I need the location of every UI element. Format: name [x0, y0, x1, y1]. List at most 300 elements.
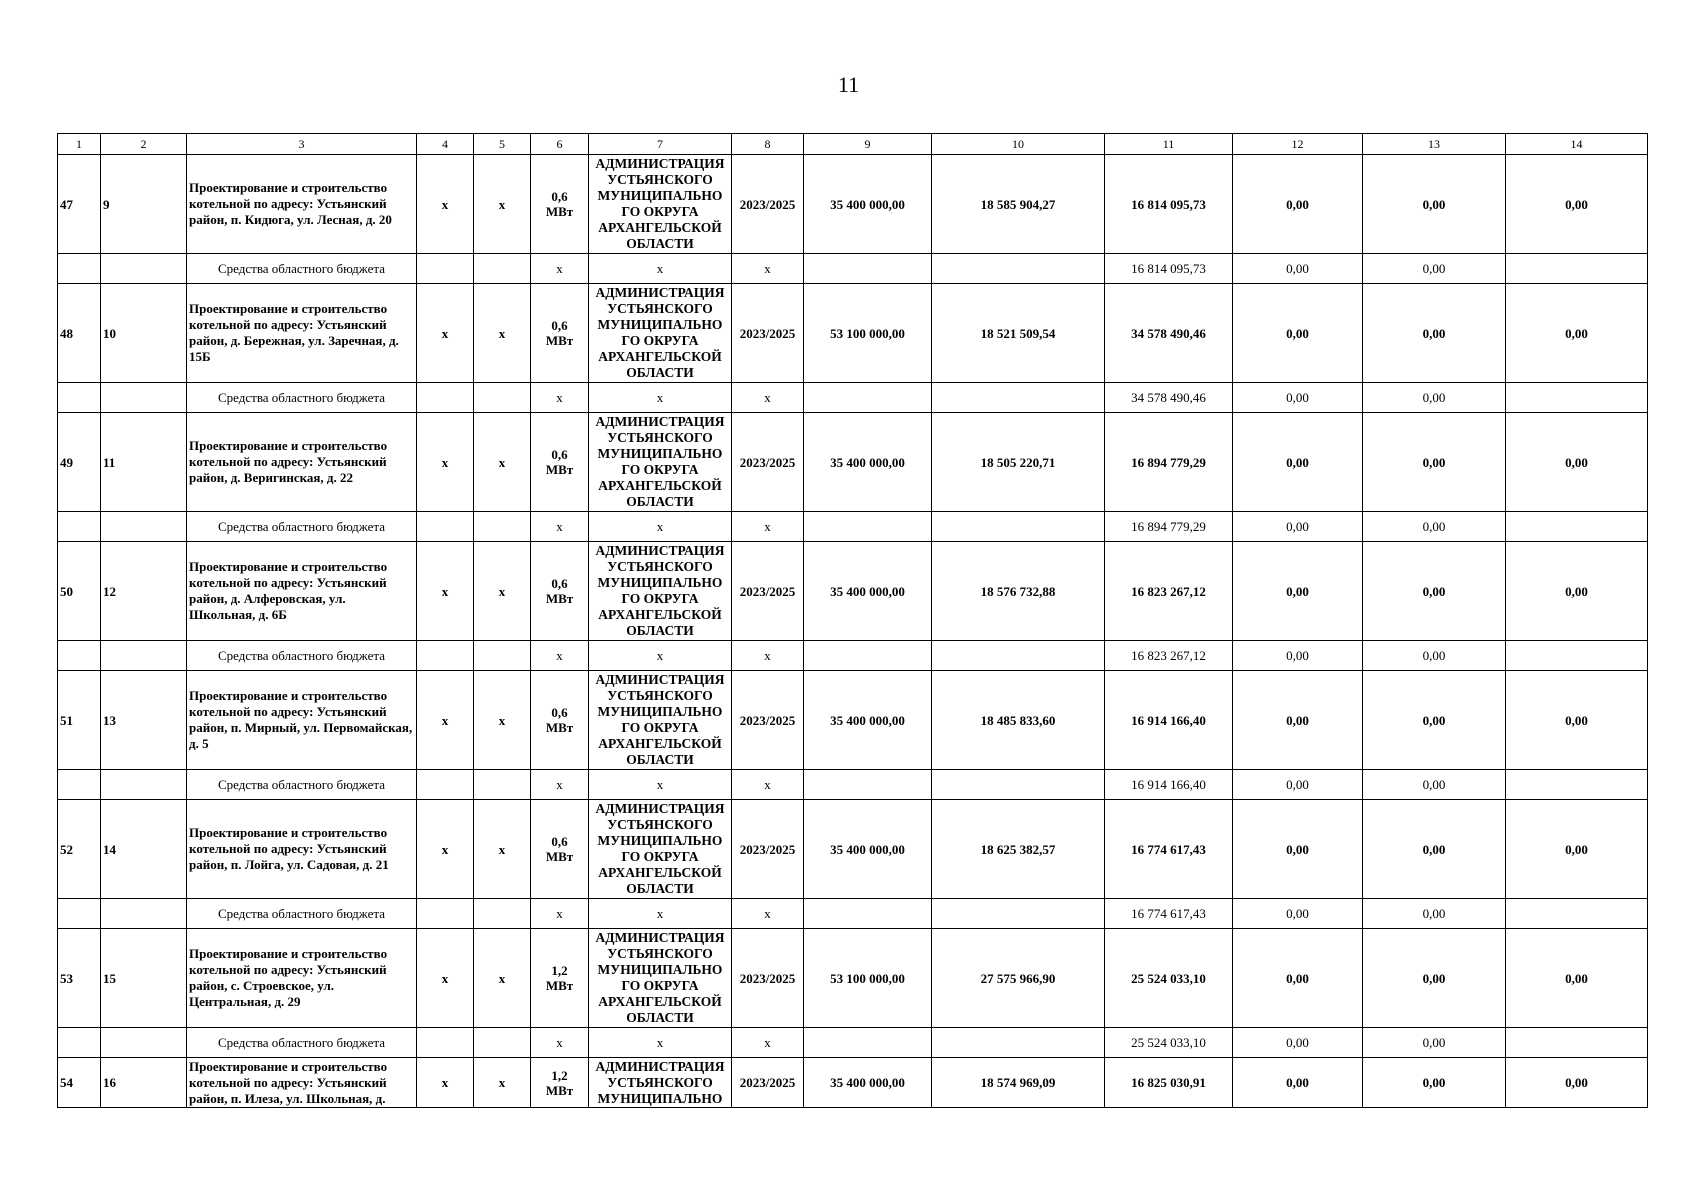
power-capacity-line: 0,6 — [551, 189, 568, 204]
project-description: Проектирование и строительство котельной по адресу: Устьянский район, д. Бережная, ул. Заречная, д. 15Б — [187, 284, 417, 383]
power-capacity — [531, 284, 589, 383]
project-row — [58, 1058, 1648, 1108]
responsible-organization — [589, 800, 732, 899]
row-number: 52 — [58, 800, 101, 899]
empty-cell — [101, 1028, 187, 1058]
col5-mark: x — [474, 284, 531, 383]
col14-amount: 0,00 — [1506, 155, 1648, 254]
total-cost: 35 400 000,00 — [804, 155, 932, 254]
empty-cell — [58, 512, 101, 542]
col4-mark: x — [417, 1058, 474, 1108]
responsible-organization-line: ГО ОКРУГА — [621, 333, 699, 348]
responsible-organization-line: МУНИЦИПАЛЬНО — [597, 833, 723, 848]
col6-mark: x — [531, 1028, 589, 1058]
funding-source-label: Средства областного бюджета — [187, 899, 417, 929]
period: 2023/2025 — [732, 929, 804, 1028]
column-number-row — [58, 134, 1648, 155]
empty-cell — [417, 899, 474, 929]
column-number-6: 6 — [531, 134, 589, 155]
column-number-10: 10 — [932, 134, 1105, 155]
column-number-11: 11 — [1105, 134, 1233, 155]
column-number-9: 9 — [804, 134, 932, 155]
power-capacity-line: МВт — [545, 720, 574, 735]
responsible-organization — [589, 155, 732, 254]
col10-amount: 18 505 220,71 — [932, 413, 1105, 512]
empty-cell — [58, 641, 101, 671]
responsible-organization-line: АДМИНИСТРАЦИЯ — [595, 672, 725, 687]
col6-mark: x — [531, 770, 589, 800]
empty-cell — [58, 899, 101, 929]
power-capacity — [531, 542, 589, 641]
empty-cell — [417, 383, 474, 413]
page-number: 11 — [837, 72, 860, 97]
col12-amount: 0,00 — [1233, 542, 1363, 641]
responsible-organization-line: ОБЛАСТИ — [626, 236, 694, 251]
responsible-organization-line: АРХАНГЕЛЬСКОЙ — [598, 736, 722, 751]
responsible-organization-line: МУНИЦИПАЛЬНО — [597, 575, 723, 590]
empty-cell — [58, 383, 101, 413]
col12-amount: 0,00 — [1233, 284, 1363, 383]
empty-cell — [804, 512, 932, 542]
col12-amount: 0,00 — [1233, 671, 1363, 770]
sub-col11-amount: 25 524 033,10 — [1105, 1028, 1233, 1058]
project-description: Проектирование и строительство котельной по адресу: Устьянский район, п. Лойга, ул. Садовая, д. 21 — [187, 800, 417, 899]
item-number: 16 — [101, 1058, 187, 1108]
empty-cell — [101, 899, 187, 929]
column-number-12: 12 — [1233, 134, 1363, 155]
empty-cell — [804, 383, 932, 413]
empty-cell — [474, 641, 531, 671]
empty-cell — [804, 641, 932, 671]
power-capacity — [531, 413, 589, 512]
col4-mark: x — [417, 413, 474, 512]
funding-source-row — [58, 641, 1648, 671]
empty-cell — [417, 770, 474, 800]
project-description: Проектирование и строительство котельной по адресу: Устьянский район, п. Илеза, ул. Школьная, д. — [187, 1058, 417, 1108]
col13-amount: 0,00 — [1363, 671, 1506, 770]
item-number: 11 — [101, 413, 187, 512]
row-number: 48 — [58, 284, 101, 383]
row-number: 49 — [58, 413, 101, 512]
sub-col12-amount: 0,00 — [1233, 512, 1363, 542]
col10-amount: 18 585 904,27 — [932, 155, 1105, 254]
total-cost: 35 400 000,00 — [804, 800, 932, 899]
empty-cell — [101, 770, 187, 800]
funding-source-row — [58, 899, 1648, 929]
empty-cell — [417, 1028, 474, 1058]
col13-amount: 0,00 — [1363, 413, 1506, 512]
col13-amount: 0,00 — [1363, 929, 1506, 1028]
col4-mark: x — [417, 542, 474, 641]
col8-mark: x — [732, 770, 804, 800]
power-capacity-line: МВт — [545, 333, 574, 348]
col10-amount: 18 576 732,88 — [932, 542, 1105, 641]
project-description: Проектирование и строительство котельной по адресу: Устьянский район, д. Веригинская, д. 22 — [187, 413, 417, 512]
responsible-organization — [589, 671, 732, 770]
empty-cell — [101, 512, 187, 542]
project-description: Проектирование и строительство котельной по адресу: Устьянский район, п. Кидюга, ул. Лесная, д. 20 — [187, 155, 417, 254]
period: 2023/2025 — [732, 155, 804, 254]
col7-mark: x — [589, 770, 732, 800]
responsible-organization-line: МУНИЦИПАЛЬНО — [597, 446, 723, 461]
empty-cell — [1506, 512, 1648, 542]
period: 2023/2025 — [732, 800, 804, 899]
power-capacity-line: 0,6 — [551, 705, 568, 720]
col7-mark: x — [589, 383, 732, 413]
col10-amount: 27 575 966,90 — [932, 929, 1105, 1028]
project-row — [58, 284, 1648, 383]
funding-source-label: Средства областного бюджета — [187, 1028, 417, 1058]
total-cost: 53 100 000,00 — [804, 929, 932, 1028]
responsible-organization-line: УСТЬЯНСКОГО — [607, 172, 713, 187]
sub-col13-amount: 0,00 — [1363, 254, 1506, 284]
responsible-organization-line: ОБЛАСТИ — [626, 494, 694, 509]
responsible-organization-line: ОБЛАСТИ — [626, 365, 694, 380]
column-number-4: 4 — [417, 134, 474, 155]
total-cost: 35 400 000,00 — [804, 671, 932, 770]
responsible-organization-line: ОБЛАСТИ — [626, 752, 694, 767]
empty-cell — [1506, 383, 1648, 413]
sub-col11-amount: 34 578 490,46 — [1105, 383, 1233, 413]
row-number: 51 — [58, 671, 101, 770]
empty-cell — [474, 1028, 531, 1058]
responsible-organization-line: АДМИНИСТРАЦИЯ — [595, 1059, 725, 1074]
item-number: 12 — [101, 542, 187, 641]
col12-amount: 0,00 — [1233, 155, 1363, 254]
sub-col13-amount: 0,00 — [1363, 770, 1506, 800]
row-number: 53 — [58, 929, 101, 1028]
empty-cell — [932, 770, 1105, 800]
col5-mark: x — [474, 155, 531, 254]
sub-col11-amount: 16 774 617,43 — [1105, 899, 1233, 929]
col11-amount: 16 774 617,43 — [1105, 800, 1233, 899]
col11-amount: 16 823 267,12 — [1105, 542, 1233, 641]
col7-mark: x — [589, 1028, 732, 1058]
col4-mark: x — [417, 284, 474, 383]
sub-col13-amount: 0,00 — [1363, 383, 1506, 413]
funding-source-label: Средства областного бюджета — [187, 383, 417, 413]
col10-amount: 18 574 969,09 — [932, 1058, 1105, 1108]
col12-amount: 0,00 — [1233, 1058, 1363, 1108]
col11-amount: 16 825 030,91 — [1105, 1058, 1233, 1108]
col8-mark: x — [732, 512, 804, 542]
sub-col12-amount: 0,00 — [1233, 254, 1363, 284]
power-capacity-line: МВт — [545, 204, 574, 219]
responsible-organization-line: АРХАНГЕЛЬСКОЙ — [598, 865, 722, 880]
responsible-organization-line: ГО ОКРУГА — [621, 978, 699, 993]
item-number: 13 — [101, 671, 187, 770]
power-capacity-line: 0,6 — [551, 318, 568, 333]
col6-mark: x — [531, 383, 589, 413]
row-number: 50 — [58, 542, 101, 641]
power-capacity-line: 0,6 — [551, 447, 568, 462]
col8-mark: x — [732, 899, 804, 929]
empty-cell — [417, 641, 474, 671]
period: 2023/2025 — [732, 1058, 804, 1108]
empty-cell — [932, 254, 1105, 284]
empty-cell — [1506, 641, 1648, 671]
funding-source-row — [58, 383, 1648, 413]
empty-cell — [474, 512, 531, 542]
column-number-13: 13 — [1363, 134, 1506, 155]
col13-amount: 0,00 — [1363, 155, 1506, 254]
col8-mark: x — [732, 1028, 804, 1058]
sub-col11-amount: 16 814 095,73 — [1105, 254, 1233, 284]
col8-mark: x — [732, 254, 804, 284]
col14-amount: 0,00 — [1506, 671, 1648, 770]
project-row — [58, 413, 1648, 512]
responsible-organization-line: АРХАНГЕЛЬСКОЙ — [598, 478, 722, 493]
responsible-organization-line: АРХАНГЕЛЬСКОЙ — [598, 349, 722, 364]
responsible-organization-line: УСТЬЯНСКОГО — [607, 817, 713, 832]
col5-mark: x — [474, 542, 531, 641]
empty-cell — [58, 254, 101, 284]
project-description: Проектирование и строительство котельной по адресу: Устьянский район, п. Мирный, ул. Первомайская, д. 5 — [187, 671, 417, 770]
sub-col13-amount: 0,00 — [1363, 641, 1506, 671]
col6-mark: x — [531, 641, 589, 671]
empty-cell — [474, 899, 531, 929]
responsible-organization — [589, 929, 732, 1028]
sub-col11-amount: 16 823 267,12 — [1105, 641, 1233, 671]
power-capacity-line: МВт — [545, 462, 574, 477]
col6-mark: x — [531, 899, 589, 929]
responsible-organization — [589, 413, 732, 512]
responsible-organization-line: УСТЬЯНСКОГО — [607, 430, 713, 445]
empty-cell — [804, 770, 932, 800]
col5-mark: x — [474, 929, 531, 1028]
responsible-organization-line: УСТЬЯНСКОГО — [607, 1075, 713, 1090]
power-capacity — [531, 800, 589, 899]
responsible-organization-line: АРХАНГЕЛЬСКОЙ — [598, 994, 722, 1009]
col5-mark: x — [474, 800, 531, 899]
empty-cell — [1506, 899, 1648, 929]
project-row — [58, 542, 1648, 641]
empty-cell — [474, 383, 531, 413]
funding-source-label: Средства областного бюджета — [187, 641, 417, 671]
responsible-organization-line: АДМИНИСТРАЦИЯ — [595, 801, 725, 816]
responsible-organization-line: ГО ОКРУГА — [621, 720, 699, 735]
responsible-organization-line: АДМИНИСТРАЦИЯ — [595, 930, 725, 945]
power-capacity — [531, 1058, 589, 1108]
col10-amount: 18 625 382,57 — [932, 800, 1105, 899]
column-number-3: 3 — [187, 134, 417, 155]
empty-cell — [804, 254, 932, 284]
empty-cell — [932, 383, 1105, 413]
responsible-organization-line: УСТЬЯНСКОГО — [607, 559, 713, 574]
col6-mark: x — [531, 254, 589, 284]
responsible-organization-line: МУНИЦИПАЛЬНО — [597, 188, 723, 203]
sub-col13-amount: 0,00 — [1363, 899, 1506, 929]
empty-cell — [58, 1028, 101, 1058]
responsible-organization-line: УСТЬЯНСКОГО — [607, 946, 713, 961]
empty-cell — [932, 641, 1105, 671]
row-number: 54 — [58, 1058, 101, 1108]
responsible-organization — [589, 284, 732, 383]
responsible-organization-line: АРХАНГЕЛЬСКОЙ — [598, 220, 722, 235]
col4-mark: x — [417, 671, 474, 770]
total-cost: 53 100 000,00 — [804, 284, 932, 383]
sub-col11-amount: 16 894 779,29 — [1105, 512, 1233, 542]
empty-cell — [1506, 1028, 1648, 1058]
sub-col11-amount: 16 914 166,40 — [1105, 770, 1233, 800]
total-cost: 35 400 000,00 — [804, 413, 932, 512]
project-row — [58, 155, 1648, 254]
empty-cell — [417, 254, 474, 284]
power-capacity — [531, 671, 589, 770]
col14-amount: 0,00 — [1506, 800, 1648, 899]
period: 2023/2025 — [732, 413, 804, 512]
col12-amount: 0,00 — [1233, 800, 1363, 899]
sub-col12-amount: 0,00 — [1233, 383, 1363, 413]
period: 2023/2025 — [732, 542, 804, 641]
col4-mark: x — [417, 800, 474, 899]
col7-mark: x — [589, 512, 732, 542]
col14-amount: 0,00 — [1506, 542, 1648, 641]
column-number-7: 7 — [589, 134, 732, 155]
empty-cell — [101, 383, 187, 413]
col11-amount: 16 894 779,29 — [1105, 413, 1233, 512]
col13-amount: 0,00 — [1363, 284, 1506, 383]
project-description: Проектирование и строительство котельной по адресу: Устьянский район, д. Алферовская, ул. Школьная, д. 6Б — [187, 542, 417, 641]
item-number: 14 — [101, 800, 187, 899]
power-capacity — [531, 929, 589, 1028]
empty-cell — [474, 770, 531, 800]
power-capacity-line: МВт — [545, 978, 574, 993]
col13-amount: 0,00 — [1363, 542, 1506, 641]
column-number-2: 2 — [101, 134, 187, 155]
sub-col13-amount: 0,00 — [1363, 1028, 1506, 1058]
empty-cell — [1506, 770, 1648, 800]
period: 2023/2025 — [732, 671, 804, 770]
item-number: 10 — [101, 284, 187, 383]
col11-amount: 16 914 166,40 — [1105, 671, 1233, 770]
column-number-1: 1 — [58, 134, 101, 155]
responsible-organization-line: АДМИНИСТРАЦИЯ — [595, 543, 725, 558]
col5-mark: x — [474, 413, 531, 512]
power-capacity-line: 1,2 — [551, 1067, 568, 1083]
total-cost: 35 400 000,00 — [804, 1058, 932, 1108]
power-capacity-line: 0,6 — [551, 834, 568, 849]
col7-mark: x — [589, 254, 732, 284]
col14-amount: 0,00 — [1506, 929, 1648, 1028]
empty-cell — [58, 770, 101, 800]
col11-amount: 25 524 033,10 — [1105, 929, 1233, 1028]
col10-amount: 18 485 833,60 — [932, 671, 1105, 770]
empty-cell — [101, 254, 187, 284]
funding-source-label: Средства областного бюджета — [187, 254, 417, 284]
col6-mark: x — [531, 512, 589, 542]
sub-col12-amount: 0,00 — [1233, 641, 1363, 671]
sub-col12-amount: 0,00 — [1233, 770, 1363, 800]
sub-col12-amount: 0,00 — [1233, 1028, 1363, 1058]
col7-mark: x — [589, 641, 732, 671]
sub-col12-amount: 0,00 — [1233, 899, 1363, 929]
responsible-organization-line: ГО ОКРУГА — [621, 204, 699, 219]
power-capacity-line: МВт — [545, 591, 574, 606]
empty-cell — [804, 1028, 932, 1058]
responsible-organization-line: ОБЛАСТИ — [626, 623, 694, 638]
col14-amount: 0,00 — [1506, 1058, 1648, 1108]
col8-mark: x — [732, 383, 804, 413]
empty-cell — [474, 254, 531, 284]
power-capacity-line: 1,2 — [551, 963, 568, 978]
responsible-organization-line: МУНИЦИПАЛЬНО — [597, 1091, 723, 1106]
power-capacity-line: 0,6 — [551, 576, 568, 591]
power-capacity-line: МВт — [545, 849, 574, 864]
funding-source-row — [58, 770, 1648, 800]
responsible-organization-line: ОБЛАСТИ — [626, 881, 694, 896]
col13-amount: 0,00 — [1363, 800, 1506, 899]
empty-cell — [417, 512, 474, 542]
responsible-organization-line: АРХАНГЕЛЬСКОЙ — [598, 607, 722, 622]
empty-cell — [932, 899, 1105, 929]
responsible-organization-line: УСТЬЯНСКОГО — [607, 301, 713, 316]
project-description: Проектирование и строительство котельной по адресу: Устьянский район, с. Строевское, ул. Центральная, д. 29 — [187, 929, 417, 1028]
col4-mark: x — [417, 155, 474, 254]
funding-source-row — [58, 254, 1648, 284]
col8-mark: x — [732, 641, 804, 671]
responsible-organization-line: АДМИНИСТРАЦИЯ — [595, 414, 725, 429]
col14-amount: 0,00 — [1506, 413, 1648, 512]
empty-cell — [932, 1028, 1105, 1058]
responsible-organization-line: ОБЛАСТИ — [626, 1010, 694, 1025]
responsible-organization-line: МУНИЦИПАЛЬНО — [597, 962, 723, 977]
funding-source-row — [58, 1028, 1648, 1058]
responsible-organization — [589, 542, 732, 641]
table-body — [58, 134, 1648, 1108]
period: 2023/2025 — [732, 284, 804, 383]
row-number: 47 — [58, 155, 101, 254]
col14-amount: 0,00 — [1506, 284, 1648, 383]
col12-amount: 0,00 — [1233, 929, 1363, 1028]
funding-source-label: Средства областного бюджета — [187, 770, 417, 800]
project-row — [58, 929, 1648, 1028]
column-number-14: 14 — [1506, 134, 1648, 155]
col11-amount: 16 814 095,73 — [1105, 155, 1233, 254]
col13-amount: 0,00 — [1363, 1058, 1506, 1108]
sub-col13-amount: 0,00 — [1363, 512, 1506, 542]
responsible-organization-line: АДМИНИСТРАЦИЯ — [595, 285, 725, 300]
responsible-organization-line: МУНИЦИПАЛЬНО — [597, 317, 723, 332]
responsible-organization-line: УСТЬЯНСКОГО — [607, 688, 713, 703]
budget-table — [57, 133, 1648, 1108]
col5-mark: x — [474, 1058, 531, 1108]
project-row — [58, 800, 1648, 899]
total-cost: 35 400 000,00 — [804, 542, 932, 641]
item-number: 15 — [101, 929, 187, 1028]
power-capacity — [531, 155, 589, 254]
empty-cell — [1506, 254, 1648, 284]
col12-amount: 0,00 — [1233, 413, 1363, 512]
col7-mark: x — [589, 899, 732, 929]
column-number-5: 5 — [474, 134, 531, 155]
col4-mark: x — [417, 929, 474, 1028]
responsible-organization-line: ГО ОКРУГА — [621, 591, 699, 606]
column-number-8: 8 — [732, 134, 804, 155]
funding-source-label: Средства областного бюджета — [187, 512, 417, 542]
col11-amount: 34 578 490,46 — [1105, 284, 1233, 383]
responsible-organization-line: АДМИНИСТРАЦИЯ — [595, 156, 725, 171]
empty-cell — [932, 512, 1105, 542]
power-capacity-line: МВт — [545, 1082, 574, 1098]
project-row — [58, 671, 1648, 770]
funding-source-row — [58, 512, 1648, 542]
responsible-organization-line: ГО ОКРУГА — [621, 462, 699, 477]
responsible-organization-line: МУНИЦИПАЛЬНО — [597, 704, 723, 719]
responsible-organization-line: ГО ОКРУГА — [621, 849, 699, 864]
responsible-organization — [589, 1058, 732, 1108]
col10-amount: 18 521 509,54 — [932, 284, 1105, 383]
